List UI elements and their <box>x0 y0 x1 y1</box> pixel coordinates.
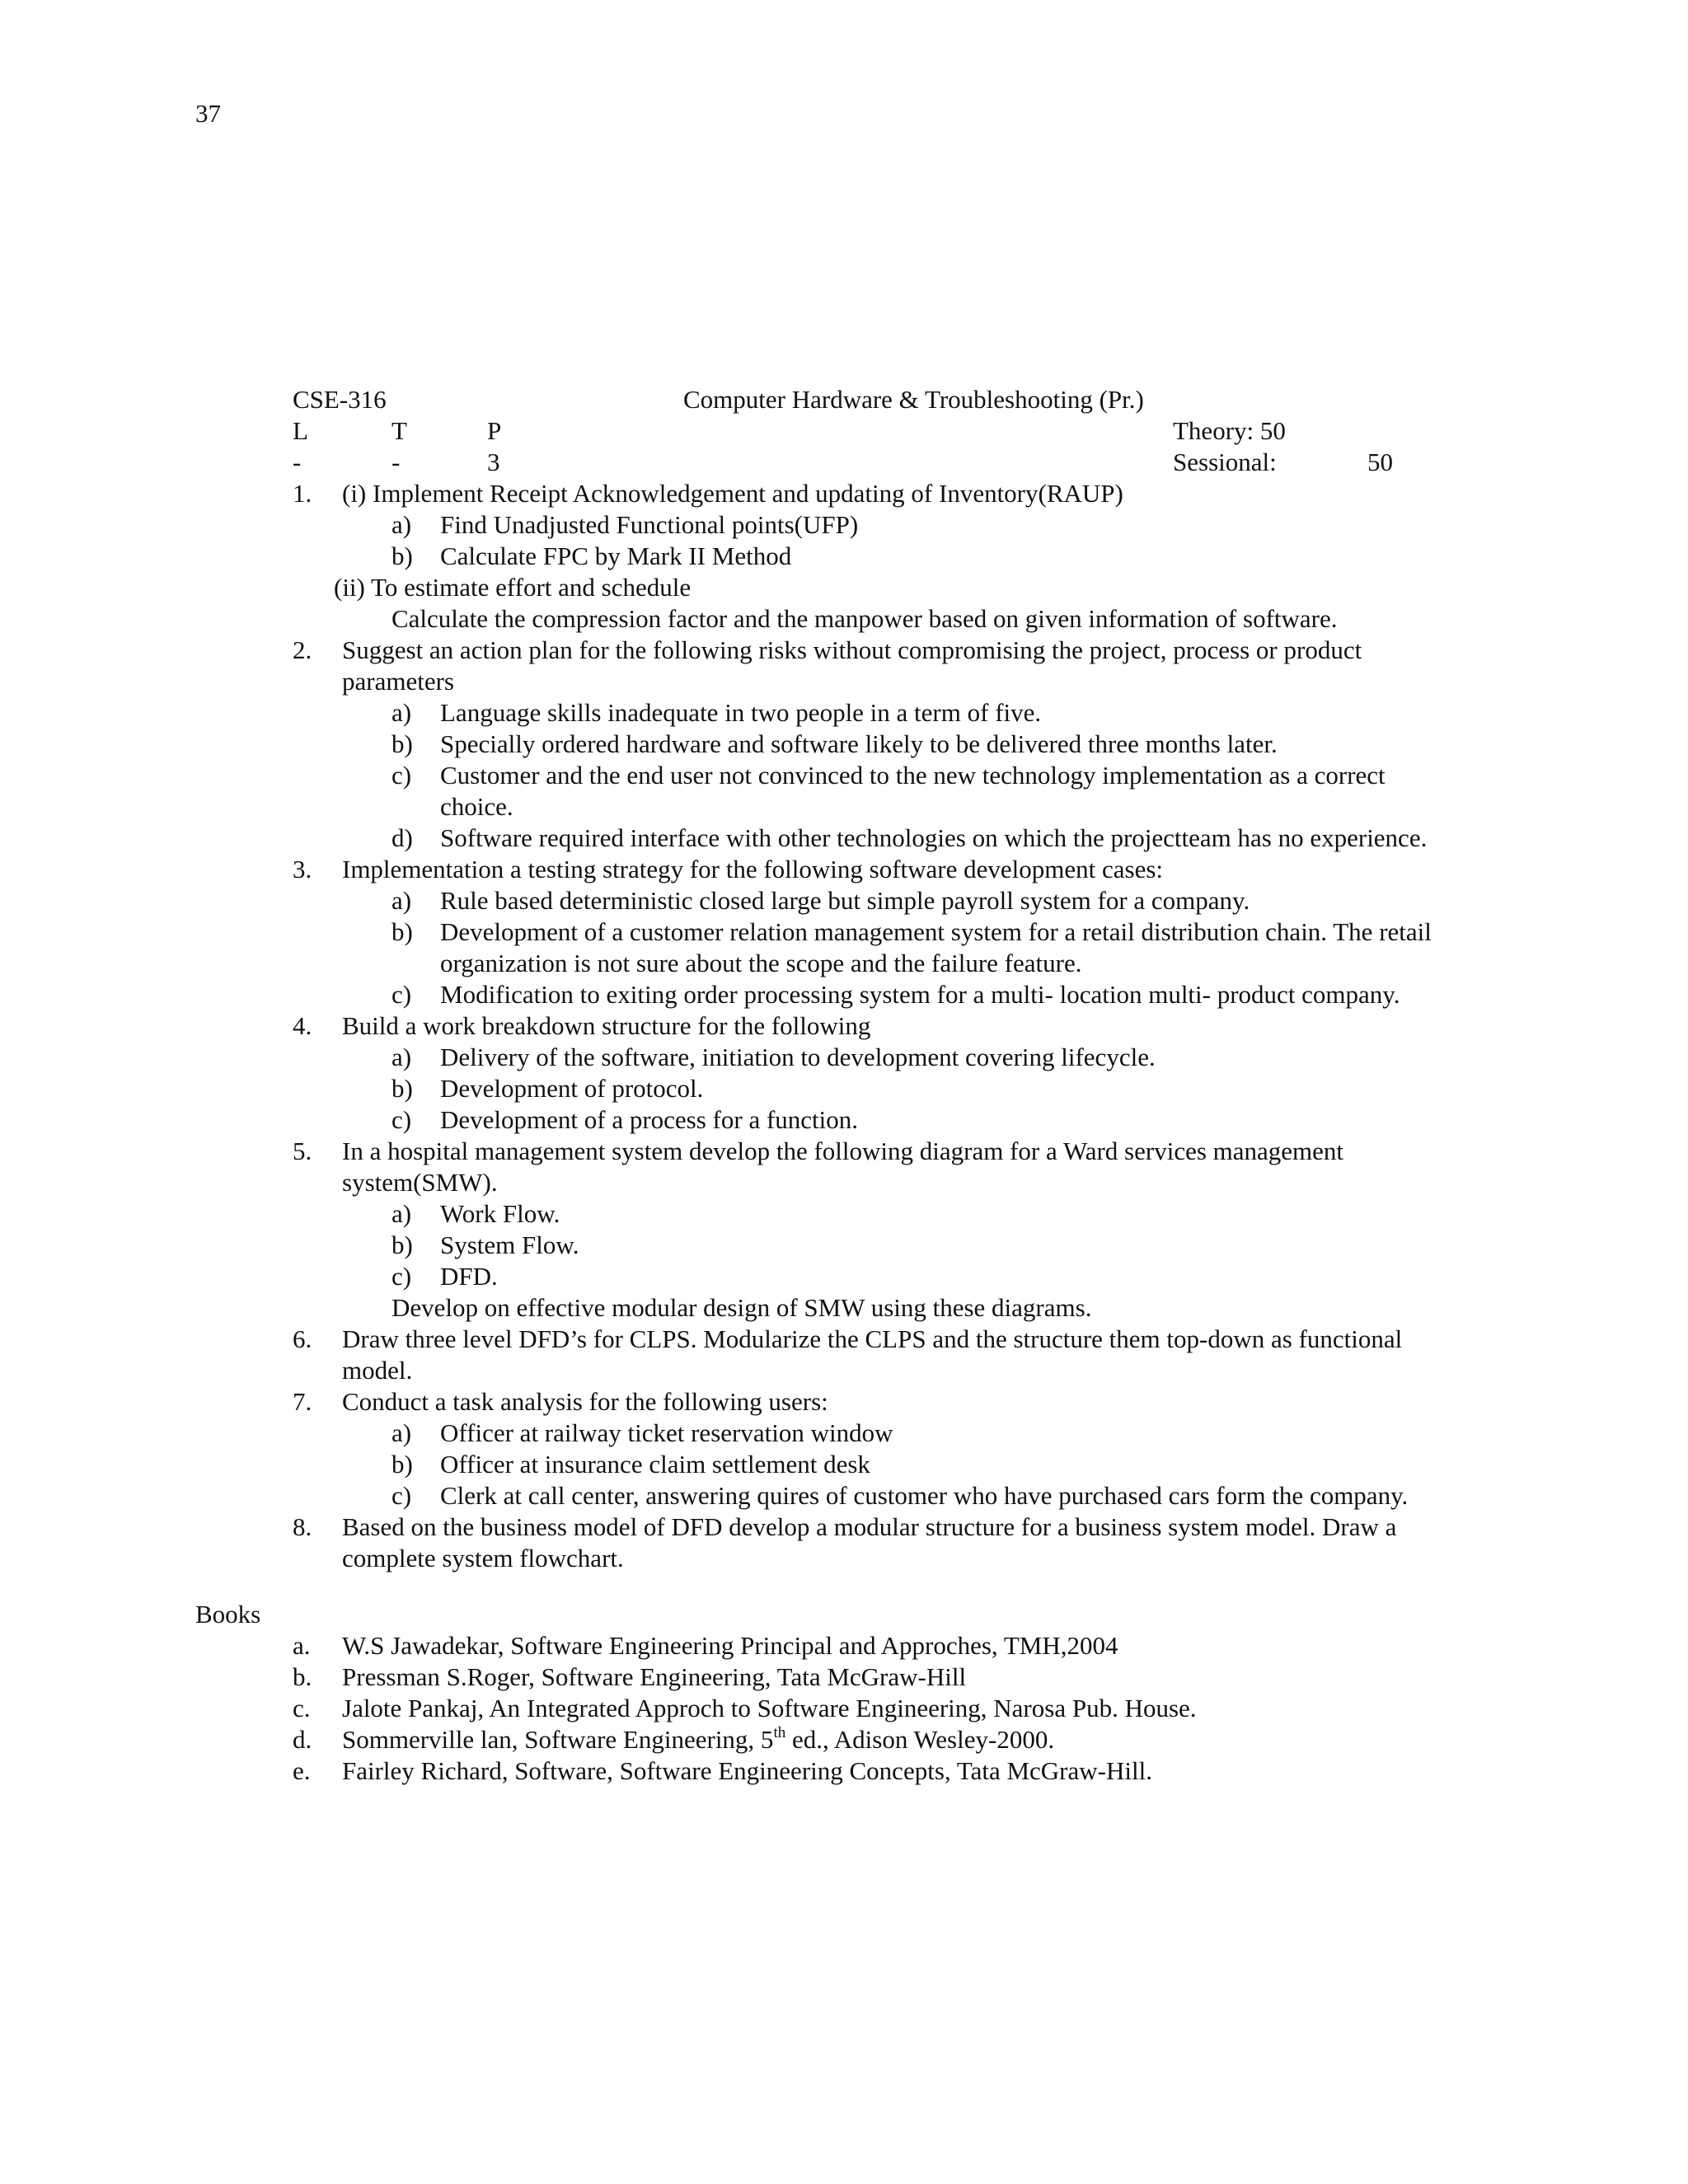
course-title: Computer Hardware & Troubleshooting (Pr.) <box>683 385 1144 414</box>
ltp-label-t: T <box>392 416 407 445</box>
list-text: system(SMW). <box>342 1168 498 1197</box>
book-marker: e. <box>293 1756 311 1785</box>
list-marker: b) <box>392 1450 413 1479</box>
course-code: CSE-316 <box>293 385 387 414</box>
list-text: System Flow. <box>440 1230 579 1259</box>
book-text <box>342 1633 1118 1658</box>
list-text: Modification to exiting order processing system for a multi- location multi- product company. <box>440 980 1400 1009</box>
list-text: Implementation a testing strategy for the following software development cases: <box>342 855 1164 883</box>
list-text: Officer at railway ticket reservation window <box>440 1418 893 1447</box>
book-marker: d. <box>293 1725 312 1754</box>
list-marker: c) <box>392 980 412 1009</box>
list-text: parameters <box>342 667 454 696</box>
list-marker: b) <box>392 541 413 570</box>
book-text-main: Pressman S.Roger, Software Engineering, Tata McGraw-Hill <box>342 1662 967 1691</box>
list-text: (ii) To estimate effort and schedule <box>334 573 692 602</box>
list-marker: 1. <box>293 479 312 508</box>
book-text-main: Sommerville lan, Software Engineering, 5 <box>342 1725 774 1754</box>
list-text: choice. <box>440 792 513 821</box>
list-text: Calculate FPC by Mark II Method <box>440 541 792 570</box>
list-text: Development of protocol. <box>440 1074 704 1103</box>
book-marker: b. <box>293 1662 312 1691</box>
list-marker: a) <box>392 698 412 727</box>
list-marker: a) <box>392 886 412 915</box>
book-text <box>342 1758 1152 1783</box>
book-text-main: Jalote Pankaj, An Integrated Approch to Software Engineering, Narosa Pub. House. <box>342 1694 1197 1722</box>
ltp-value-l: - <box>293 448 302 476</box>
list-text: Delivery of the software, initiation to development covering lifecycle. <box>440 1043 1156 1071</box>
list-text: Development of a customer relation management system for a retail distribution chain. The retail <box>440 917 1432 946</box>
list-marker: 7. <box>293 1387 312 1416</box>
list-text: Specially ordered hardware and software likely to be delivered three months later. <box>440 729 1278 758</box>
ltp-value-p: 3 <box>487 448 500 476</box>
list-marker: a) <box>392 1043 412 1071</box>
list-marker: 4. <box>293 1011 312 1040</box>
list-text: Customer and the end user not convinced to the new technology implementation as a correct <box>440 761 1386 790</box>
list-text: organization is not sure about the scope and the failure feature. <box>440 949 1082 977</box>
list-marker: b) <box>392 729 413 758</box>
list-marker: 2. <box>293 635 312 664</box>
list-marker: c) <box>392 1105 412 1134</box>
books-heading: Books <box>195 1600 261 1629</box>
list-marker: c) <box>392 1481 412 1510</box>
book-text-after: ed., Adison Wesley-2000. <box>785 1725 1055 1754</box>
list-text: Suggest an action plan for the following risks without compromising the project, process or product <box>342 635 1362 664</box>
list-text: Rule based deterministic closed large but simple payroll system for a company. <box>440 886 1250 915</box>
book-text-superscript: th <box>773 1724 786 1741</box>
list-text: (i) Implement Receipt Acknowledgement and updating of Inventory(RAUP) <box>342 479 1123 508</box>
list-marker: c) <box>392 761 412 790</box>
list-marker: b) <box>392 1074 413 1103</box>
book-text <box>342 1664 966 1690</box>
list-text: Based on the business model of DFD develop a modular structure for a business system model. Draw a <box>342 1512 1397 1541</box>
list-text: Officer at insurance claim settlement desk <box>440 1450 870 1479</box>
list-text: DFD. <box>440 1262 498 1291</box>
list-marker: a) <box>392 510 412 539</box>
list-text: Work Flow. <box>440 1199 560 1228</box>
list-text: Calculate the compression factor and the manpower based on given information of software. <box>392 604 1338 633</box>
list-marker: b) <box>392 917 413 946</box>
list-text: Draw three level DFD’s for CLPS. Modularize the CLPS and the structure them top-down as functional <box>342 1324 1403 1353</box>
ltp-label-p: P <box>487 416 502 445</box>
list-marker: 6. <box>293 1324 312 1353</box>
sessional-value: 50 <box>1367 448 1393 476</box>
list-text: Build a work breakdown structure for the following <box>342 1011 871 1040</box>
book-text <box>342 1695 1197 1721</box>
list-marker: a) <box>392 1199 412 1228</box>
list-text: Development of a process for a function. <box>440 1105 859 1134</box>
list-text: Conduct a task analysis for the following users: <box>342 1387 828 1416</box>
list-text: Clerk at call center, answering quires of customer who have purchased cars form the company. <box>440 1481 1409 1510</box>
book-marker: a. <box>293 1631 311 1660</box>
list-text: Find Unadjusted Functional points(UFP) <box>440 510 859 539</box>
sessional-label: Sessional: <box>1173 448 1277 476</box>
page-number: 37 <box>195 99 221 128</box>
list-marker: b) <box>392 1230 413 1259</box>
list-text: model. <box>342 1356 413 1385</box>
list-marker: d) <box>392 823 413 852</box>
book-text <box>342 1724 1055 1754</box>
book-marker: c. <box>293 1694 311 1722</box>
list-text: In a hospital management system develop the following diagram for a Ward services management <box>342 1137 1344 1165</box>
list-marker: 3. <box>293 855 312 883</box>
ltp-value-t: - <box>392 448 401 476</box>
book-text-main: W.S Jawadekar, Software Engineering Principal and Approches, TMH,2004 <box>342 1631 1118 1660</box>
list-text: Develop on effective modular design of SMW using these diagrams. <box>392 1293 1092 1322</box>
list-text: Language skills inadequate in two people in a term of five. <box>440 698 1042 727</box>
list-marker: 8. <box>293 1512 312 1541</box>
list-marker: 5. <box>293 1137 312 1165</box>
book-text-main: Fairley Richard, Software, Software Engineering Concepts, Tata McGraw-Hill. <box>342 1756 1152 1785</box>
list-marker: c) <box>392 1262 412 1291</box>
list-text: complete system flowchart. <box>342 1544 624 1572</box>
list-marker: a) <box>392 1418 412 1447</box>
ltp-label-l: L <box>293 416 308 445</box>
list-text: Software required interface with other technologies on which the projectteam has no experience. <box>440 823 1428 852</box>
theory-marks: Theory: 50 <box>1173 416 1286 445</box>
